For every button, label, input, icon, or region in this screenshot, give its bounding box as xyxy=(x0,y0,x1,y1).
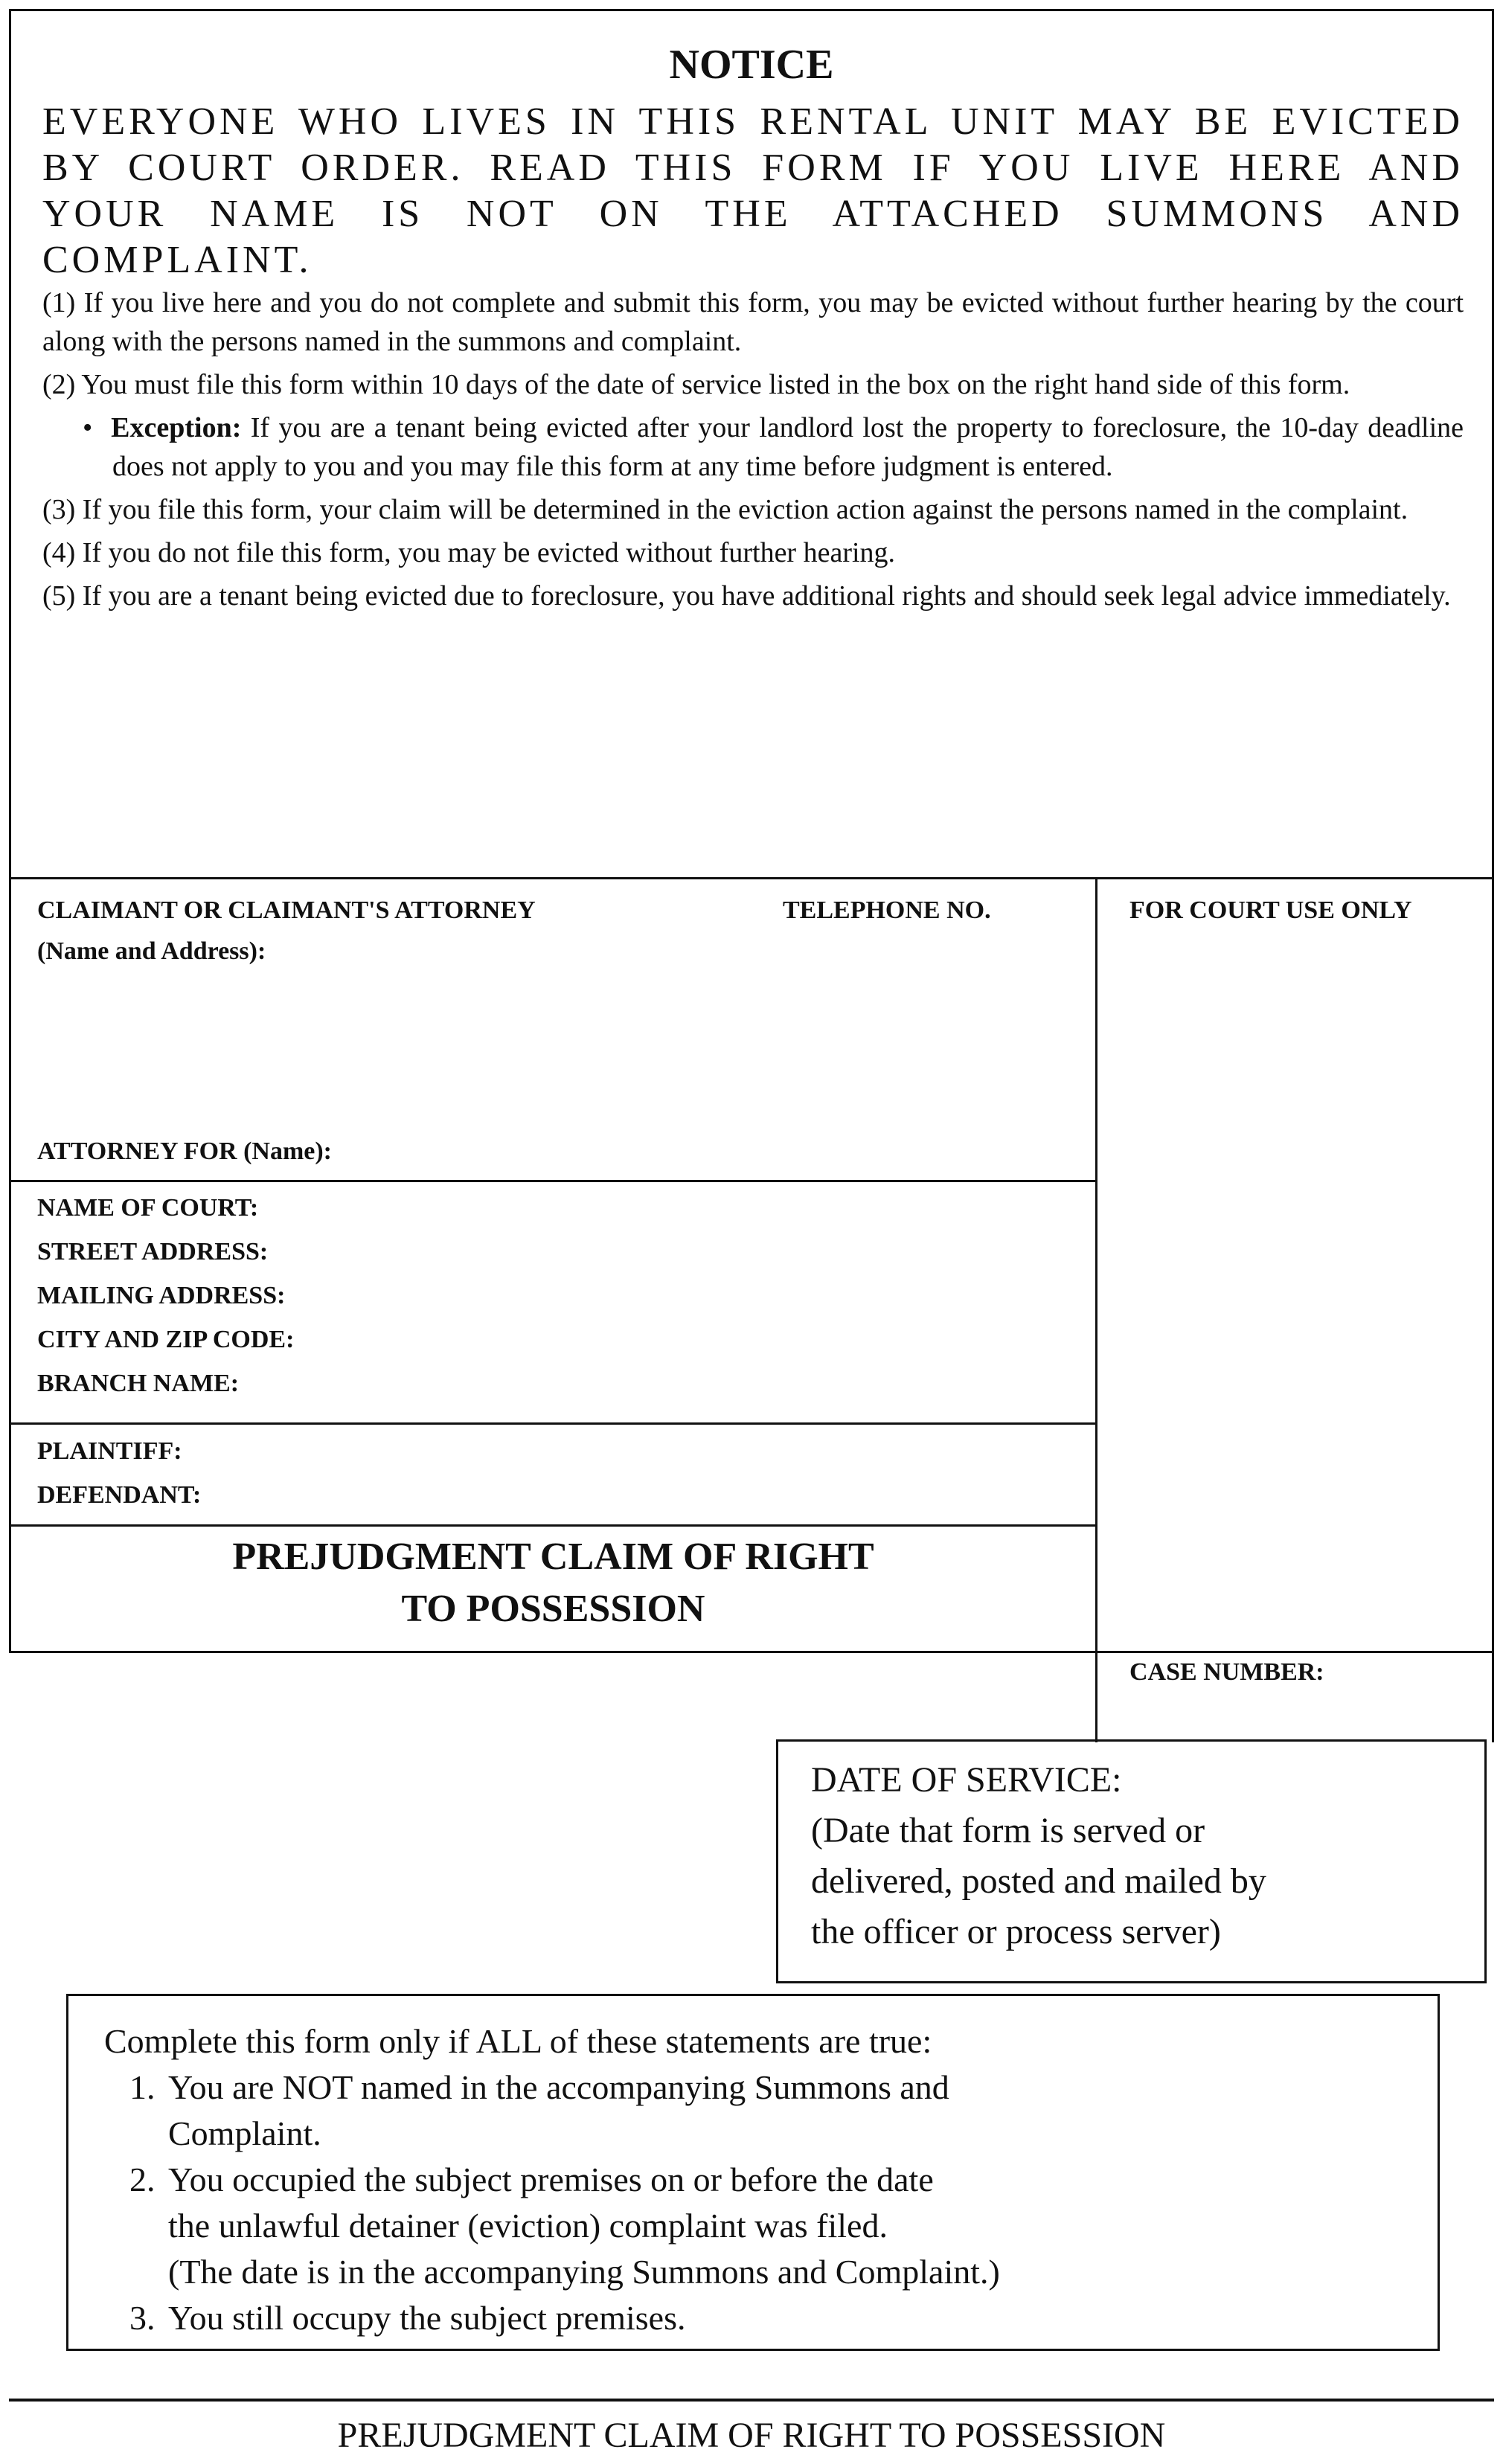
divider-parties xyxy=(9,1524,1097,1527)
attorney-for-label: ATTORNEY FOR (Name): xyxy=(37,1138,332,1165)
court-use-box xyxy=(1095,877,1494,1653)
notice-exception: • Exception: If you are a tenant being evicted after your landlord lost the property to foreclosure, the 10-day deadline does not apply to you and you may file this form at any time before judgment is entered. xyxy=(83,412,1464,482)
case-right-border xyxy=(1492,1651,1494,1742)
condition-2: 2. You occupied the subject premises on or before the date the unlawful detainer (eviction) complaint was filed. (The date is in the accompanying Summons and Complaint.) xyxy=(164,2157,1438,2295)
city-zip-label: CITY AND ZIP CODE: xyxy=(37,1326,295,1353)
notice-title: NOTICE xyxy=(669,42,834,88)
date-of-service-line-2: delivered, posted and mailed by xyxy=(811,1861,1266,1901)
exception-label: Exception: xyxy=(111,412,242,443)
mailing-address-label: MAILING ADDRESS: xyxy=(37,1282,286,1309)
court-use-label: FOR COURT USE ONLY xyxy=(1129,896,1412,924)
footer-title: PREJUDGMENT CLAIM OF RIGHT TO POSSESSION xyxy=(337,2416,1166,2455)
notice-box xyxy=(9,9,1494,879)
exception-text: If you are a tenant being evicted after your landlord lost the property to foreclosure, the 10-day deadline does not apply to you and you may file this form at any time before judgment is entered. xyxy=(112,412,1464,482)
conditions-list xyxy=(104,2064,1438,2341)
date-of-service-label: DATE OF SERVICE: xyxy=(811,1760,1122,1800)
footer-rule xyxy=(9,2399,1494,2402)
defendant-label: DEFENDANT: xyxy=(37,1481,202,1509)
notice-item-1: (1) If you live here and you do not complete and submit this form, you may be evicted without further hearing by the court along with the persons named in the summons and complaint. xyxy=(42,287,1464,357)
name-of-court-label: NAME OF COURT: xyxy=(37,1194,259,1222)
divider-attorney xyxy=(9,1180,1097,1182)
notice-item-4: (4) If you do not file this form, you may be evicted without further hearing. xyxy=(42,537,896,568)
case-left-border xyxy=(1095,1651,1097,1742)
notice-headline: EVERYONE WHO LIVES IN THIS RENTAL UNIT MAY BE EVICTED BY COURT ORDER. READ THIS FORM IF YOU LIVE HERE AND YOUR NAME IS NOT ON THE ATTACHED SUMMONS AND COMPLAINT. xyxy=(42,100,1464,281)
conditions-intro: Complete this form only if ALL of these statements are true: xyxy=(104,2022,932,2060)
plaintiff-label: PLAINTIFF: xyxy=(37,1437,182,1465)
street-address-label: STREET ADDRESS: xyxy=(37,1238,269,1265)
form-title-line-2: TO POSSESSION xyxy=(401,1588,705,1630)
divider-court xyxy=(9,1422,1097,1425)
condition-3: 3. You still occupy the subject premises. xyxy=(164,2295,1438,2341)
notice-item-2: (2) You must file this form within 10 days of the date of service listed in the box on the right hand side of this form. xyxy=(42,369,1350,400)
notice-item-3: (3) If you file this form, your claim will be determined in the eviction action against the persons named in the complaint. xyxy=(42,494,1409,525)
notice-item-5: (5) If you are a tenant being evicted due to foreclosure, you have additional rights and should seek legal advice immediately. xyxy=(42,580,1451,612)
claimant-label: CLAIMANT OR CLAIMANT'S ATTORNEY xyxy=(37,896,536,924)
date-of-service-box xyxy=(776,1739,1487,1983)
branch-name-label: BRANCH NAME: xyxy=(37,1370,240,1397)
telephone-label: TELEPHONE NO. xyxy=(783,896,991,924)
case-number-label: CASE NUMBER: xyxy=(1129,1658,1324,1686)
conditions-box xyxy=(66,1994,1440,2351)
claimant-sub-label: (Name and Address): xyxy=(37,937,266,965)
condition-1: 1. You are NOT named in the accompanying Summons and Complaint. xyxy=(164,2064,1438,2157)
date-of-service-line-3: the officer or process server) xyxy=(811,1912,1221,1951)
notice-body xyxy=(42,283,1464,620)
form-title-line-1: PREJUDGMENT CLAIM OF RIGHT xyxy=(232,1536,874,1578)
form-title xyxy=(9,1531,1097,1635)
date-of-service-line-1: (Date that form is served or xyxy=(811,1811,1205,1850)
